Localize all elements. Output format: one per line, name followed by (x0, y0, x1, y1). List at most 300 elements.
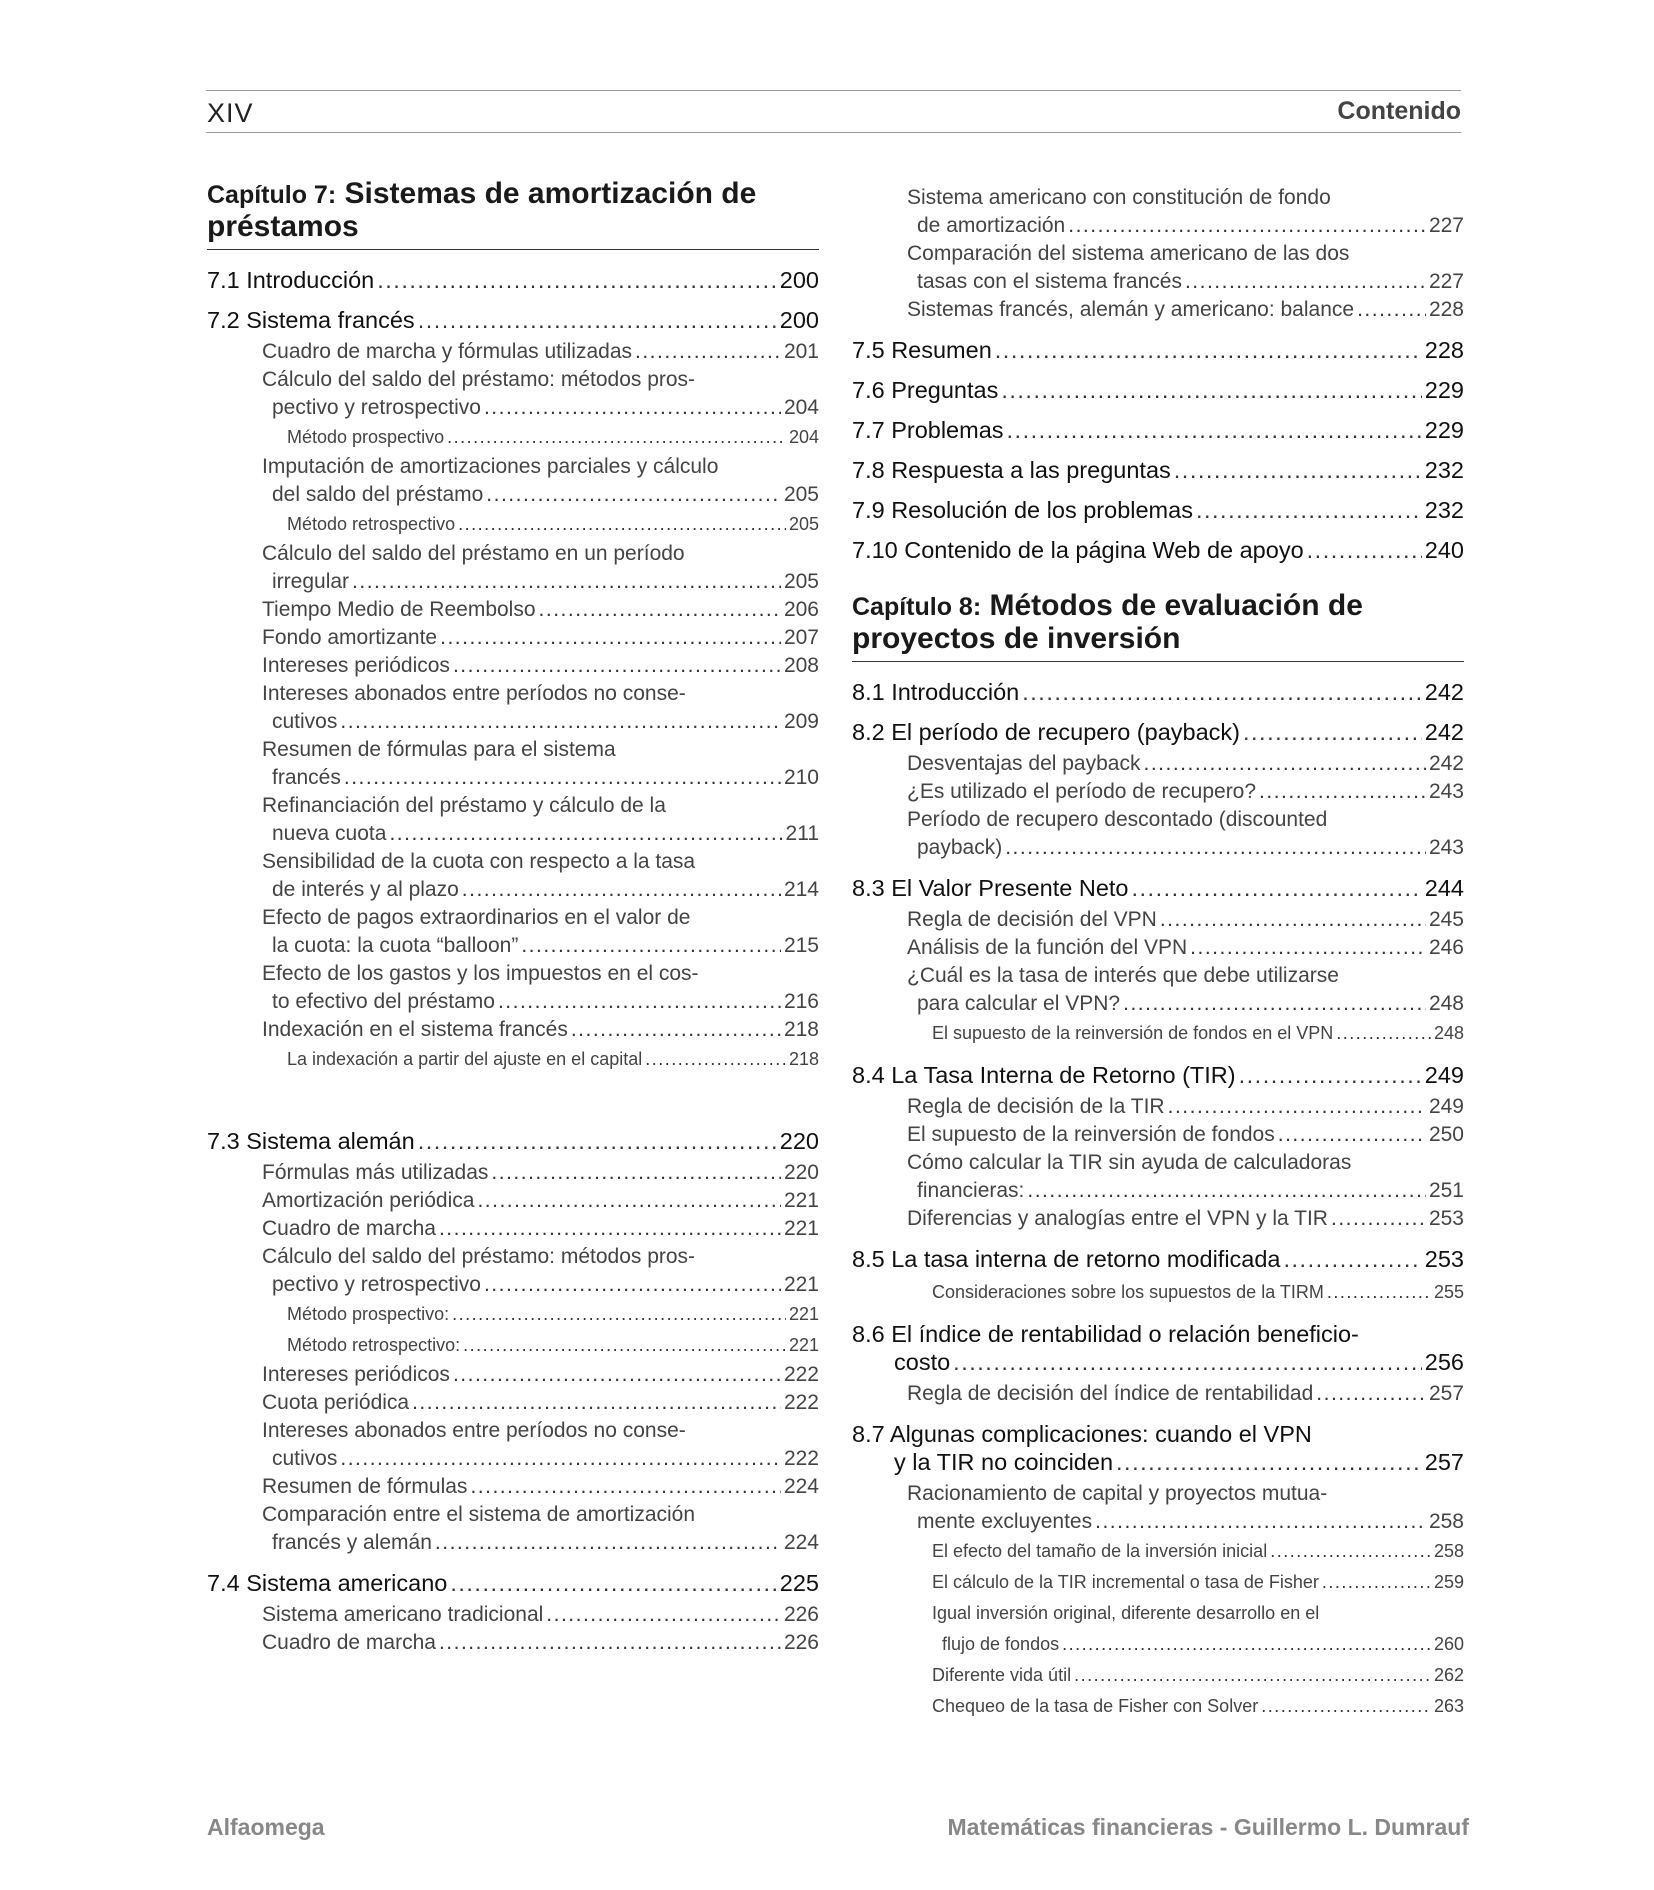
toc-entry[interactable] (207, 1187, 819, 1215)
dot-leader (1261, 1691, 1431, 1722)
dot-leader (1143, 750, 1425, 778)
dot-leader (453, 1361, 781, 1389)
dot-leader (1307, 536, 1422, 564)
toc-entry[interactable] (207, 1361, 819, 1389)
dot-leader (1095, 1508, 1426, 1536)
toc-entry-title: Intereses periódicos (262, 652, 450, 680)
dot-leader (1062, 1629, 1431, 1660)
toc-entry-title: Intereses periódicos (262, 1361, 450, 1389)
toc-entry[interactable] (852, 750, 1464, 778)
toc-entry[interactable] (207, 266, 819, 294)
toc-entry-title: Método retrospectivo (287, 509, 455, 540)
toc-entry-title: Método prospectivo: (287, 1299, 449, 1330)
toc-entry-page: 255 (1433, 1282, 1464, 1302)
toc-entry[interactable] (207, 1299, 819, 1330)
dot-leader (1316, 1380, 1426, 1408)
dot-leader (1005, 834, 1426, 862)
toc-entry-page: 227 (1428, 214, 1464, 237)
dot-leader (439, 1215, 781, 1243)
toc-entry-title: 7.4 Sistema americano (207, 1570, 448, 1596)
toc-entry-page: 262 (1433, 1665, 1464, 1685)
dot-leader (1001, 376, 1421, 404)
dot-leader (1270, 1536, 1431, 1567)
toc-entry-title: El cálculo de la TIR incremental o tasa de Fisher (932, 1567, 1319, 1598)
header-rule-top (206, 90, 1461, 91)
footer-book-title: Matemáticas financieras - Guillermo L. Dumrauf (947, 1814, 1469, 1840)
dot-leader (340, 1445, 781, 1473)
toc-entry-title: 8.4 La Tasa Interna de Retorno (TIR) (852, 1062, 1236, 1088)
toc-entry-page: 221 (788, 1335, 819, 1355)
toc-entry-page: 258 (1428, 1510, 1464, 1533)
toc-entry[interactable] (207, 1044, 819, 1075)
toc-entry[interactable] (852, 874, 1464, 902)
toc-entry-title: El supuesto de la reinversión de fondos en el VPN (932, 1018, 1333, 1049)
toc-entry-page: 224 (783, 1475, 819, 1498)
toc-entry[interactable] (852, 416, 1464, 444)
dot-leader (1185, 268, 1426, 296)
toc-entry-title: Cuadro de marcha (262, 1215, 436, 1243)
toc-entry-title: Resumen de fórmulas (262, 1473, 467, 1501)
toc-entry-page: 249 (1424, 1062, 1464, 1088)
toc-entry[interactable] (852, 1691, 1464, 1722)
chapter-label: Capítulo 7: (207, 181, 337, 209)
toc-entry-page: 207 (783, 626, 819, 649)
dot-leader (645, 1044, 786, 1075)
toc-entry-title: Cuadro de marcha y fórmulas utilizadas (262, 338, 632, 366)
toc-entry-page: 257 (1428, 1382, 1464, 1405)
toc-entry[interactable] (207, 1629, 819, 1657)
toc-entry-page: 226 (783, 1631, 819, 1654)
toc-entry-page: 249 (1428, 1095, 1464, 1118)
toc-entry[interactable] (207, 540, 819, 596)
toc-entry-page: 256 (1424, 1349, 1464, 1375)
toc-entry[interactable] (852, 456, 1464, 484)
dot-leader (1336, 1018, 1431, 1049)
dot-leader (453, 652, 781, 680)
toc-entry-title-line: Racionamiento de capital y proyectos mutua- (907, 1482, 1328, 1505)
toc-entry[interactable] (207, 1569, 819, 1597)
toc-entry-title: para calcular el VPN? (917, 990, 1120, 1018)
toc-entry-page: 260 (1433, 1634, 1464, 1654)
toc-entry-title-line: Refinanciación del préstamo y cálculo de la (262, 794, 666, 817)
dot-leader (450, 1569, 776, 1597)
toc-entry[interactable] (852, 1245, 1464, 1273)
toc-entry[interactable] (207, 624, 819, 652)
dot-leader (1132, 874, 1422, 902)
toc-entry-title: 8.1 Introducción (852, 679, 1020, 705)
toc-entry-page: 244 (1424, 875, 1464, 901)
toc-entry-title-line: Resumen de fórmulas para el sistema (262, 738, 616, 761)
toc-entry-page: 259 (1433, 1572, 1464, 1592)
toc-entry-title: Regla de decisión de la TIR (907, 1093, 1165, 1121)
toc-entry[interactable] (207, 596, 819, 624)
toc-entry-title: tasas con el sistema francés (917, 268, 1182, 296)
toc-entry-page: 242 (1424, 719, 1464, 745)
toc-entry[interactable] (207, 848, 819, 904)
toc-entry-title: y la TIR no coinciden (894, 1449, 1114, 1475)
toc-entry-title: to efectivo del préstamo (272, 988, 495, 1016)
toc-entries (852, 678, 1464, 1722)
toc-entry-page: 222 (783, 1447, 819, 1470)
toc-entry[interactable] (852, 536, 1464, 564)
toc-entry-title: 8.2 El período de recupero (payback) (852, 719, 1240, 745)
toc-entry-page: 205 (783, 570, 819, 593)
toc-entry[interactable] (852, 1121, 1464, 1149)
toc-entry[interactable] (852, 778, 1464, 806)
toc-entry[interactable] (852, 1320, 1464, 1376)
dot-leader (1174, 456, 1422, 484)
page-number: XIV (207, 98, 254, 128)
toc-entry[interactable] (852, 1205, 1464, 1233)
toc-entry-title: Análisis de la función del VPN (907, 934, 1187, 962)
toc-entry-page: 245 (1428, 908, 1464, 931)
toc-entry-page: 200 (779, 267, 819, 293)
toc-entry-page: 243 (1428, 780, 1464, 803)
header-rule-bottom (206, 132, 1461, 133)
toc-entry-page: 228 (1424, 337, 1464, 363)
dot-leader (1068, 212, 1426, 240)
toc-entry[interactable] (207, 1501, 819, 1557)
footer-publisher: Alfaomega (207, 1814, 325, 1840)
toc-entry-title: 8.5 La tasa interna de retorno modificada (852, 1246, 1281, 1272)
dot-leader (953, 1348, 1422, 1376)
dot-leader (1259, 778, 1426, 806)
dot-leader (546, 1601, 781, 1629)
toc-entry-page: 250 (1428, 1123, 1464, 1146)
toc-entry-title: Consideraciones sobre los supuestos de la TIRM (932, 1277, 1324, 1308)
toc-entry-title: de interés y al plazo (272, 876, 459, 904)
toc-entry-title: Tiempo Medio de Reembolso (262, 596, 536, 624)
toc-entry[interactable] (852, 336, 1464, 364)
toc-entry-page: 221 (788, 1304, 819, 1324)
toc-entry[interactable] (852, 806, 1464, 862)
toc-entry-title: francés y alemán (272, 1529, 432, 1557)
toc-entry-page: 204 (788, 427, 819, 447)
toc-entry-page: 248 (1428, 992, 1464, 1015)
toc-entry-page: 258 (1433, 1541, 1464, 1561)
dot-leader (435, 1529, 781, 1557)
toc-entry-title-line: Efecto de los gastos y los impuestos en el cos- (262, 962, 699, 985)
toc-entry-title: El efecto del tamaño de la inversión inicial (932, 1536, 1267, 1567)
toc-entry-page: 228 (1428, 298, 1464, 321)
toc-entry[interactable] (207, 1473, 819, 1501)
dot-leader (477, 1187, 781, 1215)
toc-entry-page: 211 (785, 822, 819, 845)
toc-entry[interactable] (207, 652, 819, 680)
toc-entry-page: 221 (783, 1217, 819, 1240)
toc-entry-title: Diferente vida útil (932, 1660, 1071, 1691)
toc-entry[interactable] (207, 1389, 819, 1417)
toc-entry-title: francés (272, 764, 341, 792)
toc-entries (207, 266, 819, 1657)
toc-entry-title-line: ¿Cuál es la tasa de interés que debe utilizarse (907, 964, 1339, 987)
dot-leader (484, 1271, 781, 1299)
toc-entry-title-line: Intereses abonados entre períodos no conse- (262, 682, 686, 705)
toc-entry-title: Regla de decisión del índice de rentabilidad (907, 1380, 1313, 1408)
dot-leader (995, 336, 1422, 364)
toc-entry[interactable] (207, 960, 819, 1016)
toc-entry-page: 253 (1424, 1246, 1464, 1272)
dot-leader (440, 624, 781, 652)
toc-entry[interactable] (852, 1061, 1464, 1089)
toc-entry-page: 242 (1428, 752, 1464, 775)
toc-entry-title-line: Cómo calcular la TIR sin ayuda de calculadoras (907, 1151, 1352, 1174)
toc-entry-title: de amortización (917, 212, 1065, 240)
dot-leader (1190, 934, 1426, 962)
toc-entry[interactable] (207, 736, 819, 792)
toc-entry[interactable] (207, 338, 819, 366)
toc-entry[interactable] (852, 1536, 1464, 1567)
chapter-title: Sistemas de amortización de préstamos (207, 177, 757, 243)
dot-leader (1007, 416, 1422, 444)
toc-entry-title: flujo de fondos (942, 1629, 1059, 1660)
toc-entry-page: 257 (1424, 1449, 1464, 1475)
toc-entry[interactable] (207, 1016, 819, 1044)
toc-entry[interactable] (852, 1480, 1464, 1536)
toc-entry[interactable] (852, 184, 1464, 240)
toc-entry-page: 229 (1424, 377, 1464, 403)
toc-entry-title: 7.7 Problemas (852, 417, 1004, 443)
toc-entry-title: mente excluyentes (917, 1508, 1092, 1536)
toc-entry[interactable] (207, 904, 819, 960)
toc-entry[interactable] (852, 1018, 1464, 1049)
dot-leader (1284, 1245, 1422, 1273)
dot-leader (377, 266, 777, 294)
toc-entry-page: 263 (1433, 1696, 1464, 1716)
dot-leader (1168, 1093, 1426, 1121)
toc-entry-page: 226 (783, 1603, 819, 1626)
toc-entry[interactable] (852, 934, 1464, 962)
toc-entry[interactable] (207, 453, 819, 509)
toc-entry-page: 227 (1428, 270, 1464, 293)
toc-entry-page: 218 (788, 1049, 819, 1069)
toc-entry[interactable] (207, 422, 819, 453)
dot-leader (1027, 1177, 1426, 1205)
toc-entry-page: 248 (1433, 1023, 1464, 1043)
toc-entry-title: la cuota: la cuota “balloon” (272, 932, 518, 960)
toc-entry-title: 7.9 Resolución de los problemas (852, 497, 1193, 523)
toc-entry-title: pectivo y retrospectivo (272, 394, 481, 422)
toc-entry-title-line: 8.6 El índice de rentabilidad o relación beneficio- (852, 1321, 1359, 1347)
toc-entry[interactable] (852, 1420, 1464, 1476)
toc-entry[interactable] (852, 962, 1464, 1018)
toc-entry-title: Regla de decisión del VPN (907, 906, 1157, 934)
toc-entry-page: 221 (783, 1273, 819, 1296)
toc-entry-page: 253 (1428, 1207, 1464, 1230)
toc-entry-title: La indexación a partir del ajuste en el capital (287, 1044, 642, 1075)
toc-entry-title: 7.1 Introducción (207, 267, 375, 293)
toc-entry-page: 206 (783, 598, 819, 621)
toc-entry[interactable] (207, 1215, 819, 1243)
dot-leader (1239, 1061, 1422, 1089)
toc-entry-title-line: Sistema americano con constitución de fondo (907, 186, 1331, 209)
toc-entry-page: 200 (779, 307, 819, 333)
toc-entry[interactable] (852, 1567, 1464, 1598)
toc-entry-page: 232 (1424, 457, 1464, 483)
dot-leader (452, 1299, 786, 1330)
toc-entry[interactable] (852, 1380, 1464, 1408)
toc-entry[interactable] (207, 1330, 819, 1361)
toc-entry-page: 205 (783, 483, 819, 506)
toc-entry-title: Desventajas del payback (907, 750, 1140, 778)
toc-entry-page: 220 (779, 1128, 819, 1154)
dot-leader (1196, 496, 1422, 524)
dot-leader (1357, 296, 1426, 324)
toc-entry-title: nueva cuota (272, 820, 386, 848)
dot-leader (484, 394, 781, 422)
toc-entry[interactable] (852, 1277, 1464, 1308)
toc-entry-title: 8.3 El Valor Presente Neto (852, 875, 1129, 901)
toc-entry[interactable] (852, 1660, 1464, 1691)
toc-entry-page: 210 (783, 766, 819, 789)
toc-entry[interactable] (207, 306, 819, 334)
toc-entry[interactable] (207, 1243, 819, 1299)
toc-entry[interactable] (207, 1417, 819, 1473)
toc-entry-title: Fondo amortizante (262, 624, 437, 652)
toc-entry-page: 243 (1428, 836, 1464, 859)
dot-leader (412, 1389, 781, 1417)
toc-entry-page: 224 (783, 1531, 819, 1554)
toc-entry-title: Cuadro de marcha (262, 1629, 436, 1657)
toc-entry-page: 240 (1424, 537, 1464, 563)
toc-entry-page: 232 (1424, 497, 1464, 523)
toc-entry-title-line: Efecto de pagos extraordinarios en el valor de (262, 906, 691, 929)
chapter-7-heading (207, 178, 819, 250)
toc-entry[interactable] (207, 509, 819, 540)
dot-leader (458, 509, 786, 540)
toc-entry[interactable] (852, 678, 1464, 706)
toc-entry-title-line: 8.7 Algunas complicaciones: cuando el VPN (852, 1421, 1312, 1447)
toc-entry-title: irregular (272, 568, 349, 596)
toc-entry-title: payback) (917, 834, 1002, 862)
toc-entry-page: 229 (1424, 417, 1464, 443)
toc-entry[interactable] (207, 680, 819, 736)
toc-entry-title-line: Cálculo del saldo del préstamo: métodos pros- (262, 368, 696, 391)
toc-entry-title: Chequeo de la tasa de Fisher con Solver (932, 1691, 1258, 1722)
toc-entry-title: Indexación en el sistema francés (262, 1016, 568, 1044)
toc-entry-title: Diferencias y analogías entre el VPN y la TIR (907, 1205, 1328, 1233)
dot-leader (463, 1330, 786, 1361)
toc-entry[interactable] (852, 240, 1464, 296)
toc-entry-title: 7.10 Contenido de la página Web de apoyo (852, 537, 1304, 563)
toc-entry-title-line: Intereses abonados entre períodos no conse- (262, 1419, 686, 1442)
toc-entry-title-line: Imputación de amortizaciones parciales y cálculo (262, 455, 719, 478)
dot-leader (447, 422, 786, 453)
toc-entry-title-line: Sensibilidad de la cuota con respecto a la tasa (262, 850, 696, 873)
dot-leader (1160, 906, 1426, 934)
toc-entry-title: Método retrospectivo: (287, 1330, 460, 1361)
toc-entry-page: 220 (783, 1161, 819, 1184)
toc-entry-title-line: Período de recupero descontado (discounted (907, 808, 1328, 831)
dot-leader (571, 1016, 781, 1044)
toc-left-column (207, 178, 819, 1657)
toc-entry[interactable] (852, 718, 1464, 746)
toc-entry-title: Método prospectivo (287, 422, 444, 453)
toc-entry-title: costo (894, 1349, 951, 1375)
toc-entry-title: pectivo y retrospectivo (272, 1271, 481, 1299)
toc-entry-page: 221 (783, 1189, 819, 1212)
dot-leader (539, 596, 781, 624)
toc-right-column (852, 184, 1464, 1722)
toc-entry-page: 209 (783, 710, 819, 733)
toc-entry-page: 225 (779, 1570, 819, 1596)
toc-entry-title: 7.2 Sistema francés (207, 307, 415, 333)
toc-entry-title: 7.5 Resumen (852, 337, 992, 363)
toc-entry[interactable] (852, 1093, 1464, 1121)
dot-leader (486, 481, 781, 509)
toc-entry-page: 215 (783, 934, 819, 957)
toc-entry-title: 7.8 Respuesta a las preguntas (852, 457, 1171, 483)
toc-entry[interactable] (852, 906, 1464, 934)
toc-entry[interactable] (207, 1601, 819, 1629)
toc-entry[interactable] (852, 376, 1464, 404)
toc-entry-title: financieras: (917, 1177, 1024, 1205)
toc-entry-title: Sistemas francés, alemán y americano: balance (907, 296, 1354, 324)
dot-leader (1322, 1567, 1431, 1598)
toc-entry-title: cutivos (272, 1445, 337, 1473)
toc-entry-page: 205 (788, 514, 819, 534)
running-header: Contenido (1337, 97, 1461, 125)
section-spacer (207, 1075, 819, 1115)
toc-entry-page: 222 (783, 1391, 819, 1414)
dot-leader (1331, 1205, 1426, 1233)
toc-entry[interactable] (852, 296, 1464, 324)
toc-entry[interactable] (207, 1159, 819, 1187)
chapter-title: Métodos de evaluación de proyectos de inversión (852, 589, 1363, 655)
toc-entry[interactable] (207, 792, 819, 848)
toc-entry-title: Amortización periódica (262, 1187, 474, 1215)
toc-entry-title: Sistema americano tradicional (262, 1601, 543, 1629)
toc-entry-title-line: Comparación del sistema americano de las dos (907, 242, 1350, 265)
toc-entry-title-line: Comparación entre el sistema de amortización (262, 1503, 696, 1526)
dot-leader (389, 820, 782, 848)
dot-leader (1278, 1121, 1426, 1149)
dot-leader (1327, 1277, 1431, 1308)
toc-entry-title-line: Cálculo del saldo del préstamo: métodos pros- (262, 1245, 696, 1268)
toc-entry-title: ¿Es utilizado el período de recupero? (907, 778, 1256, 806)
toc-entry-title: del saldo del préstamo (272, 481, 483, 509)
toc-entry[interactable] (852, 1149, 1464, 1205)
toc-entry[interactable] (207, 1127, 819, 1155)
dot-leader (1022, 678, 1422, 706)
toc-entry[interactable] (852, 1598, 1464, 1660)
toc-entry[interactable] (207, 366, 819, 422)
toc-entry-title: El supuesto de la reinversión de fondos (907, 1121, 1275, 1149)
dot-leader (635, 338, 781, 366)
dot-leader (462, 876, 781, 904)
dot-leader (1123, 990, 1426, 1018)
dot-leader (491, 1159, 781, 1187)
toc-entry-title-line: Igual inversión original, diferente desarrollo en el (932, 1603, 1320, 1623)
toc-entry-title: 7.3 Sistema alemán (207, 1128, 415, 1154)
chapter-8-heading (852, 590, 1464, 662)
dot-leader (352, 568, 781, 596)
chapter-label: Capítulo 8: (852, 593, 982, 621)
toc-entry-page: 218 (783, 1018, 819, 1041)
toc-entry-page: 204 (783, 396, 819, 419)
toc-entry-page: 216 (783, 990, 819, 1013)
dot-leader (340, 708, 781, 736)
dot-leader (498, 988, 781, 1016)
dot-leader (439, 1629, 781, 1657)
toc-entry[interactable] (852, 496, 1464, 524)
dot-leader (1074, 1660, 1431, 1691)
toc-entry-page: 201 (783, 340, 819, 363)
dot-leader (344, 764, 781, 792)
dot-leader (418, 306, 777, 334)
toc-entry-title-line: Cálculo del saldo del préstamo en un período (262, 542, 685, 565)
toc-entry-page: 242 (1424, 679, 1464, 705)
